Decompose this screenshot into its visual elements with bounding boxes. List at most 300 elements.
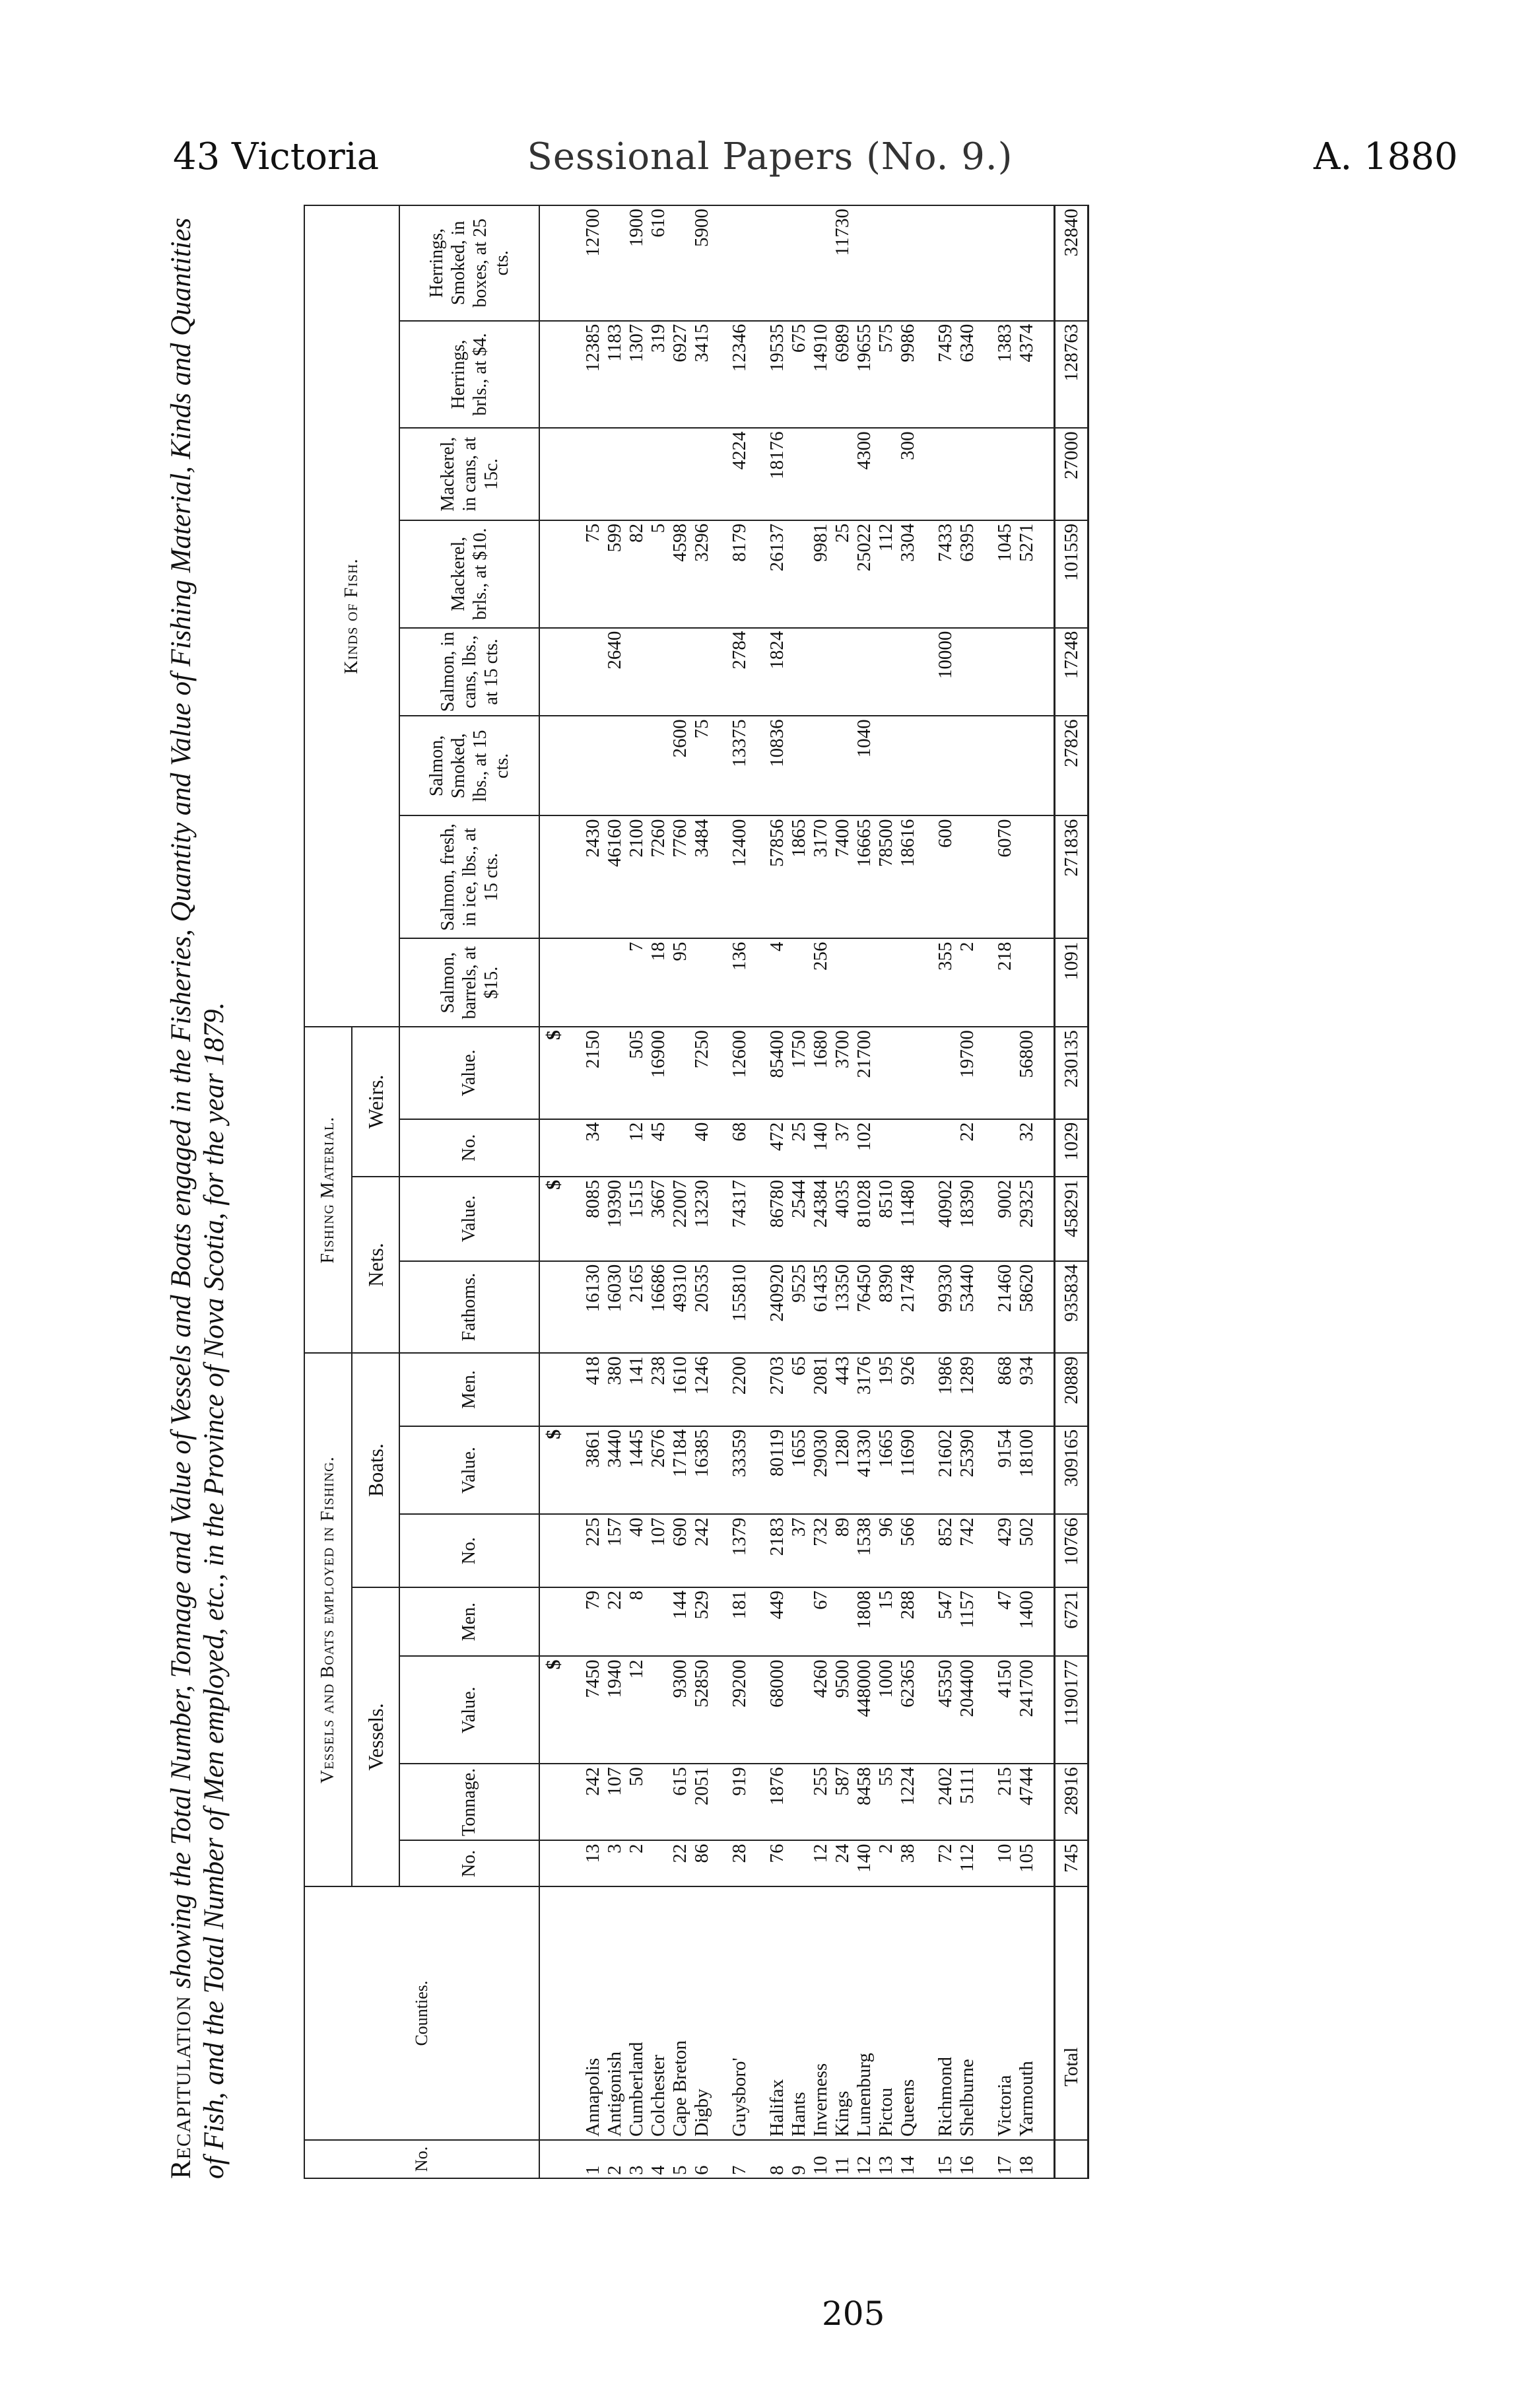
herrings-smoked: 11730 — [832, 205, 854, 321]
mackerel-barrels: 5271 — [1016, 520, 1038, 628]
salmon-cans — [788, 628, 810, 716]
vessels-value: 9300 — [669, 1656, 691, 1764]
vessels-men — [788, 1587, 810, 1657]
vessels-value: 4150 — [994, 1656, 1016, 1764]
vessels-men: 67 — [810, 1587, 832, 1657]
boats-men: 926 — [897, 1353, 919, 1426]
county-name: Digby — [691, 1886, 713, 2140]
salmon-smoked — [810, 716, 832, 815]
weirs-no: 140 — [810, 1119, 832, 1177]
boats-no: 37 — [788, 1514, 810, 1587]
weirs-value: 19700 — [956, 1027, 978, 1119]
herrings-smoked — [788, 205, 810, 321]
vessels-tonnage: 242 — [582, 1764, 604, 1840]
salmon-smoked: 2600 — [669, 716, 691, 815]
boats-no: 1538 — [854, 1514, 875, 1587]
nets-fathoms: 16686 — [648, 1261, 669, 1354]
table-row — [832, 205, 854, 2178]
county-name: Yarmouth — [1016, 1886, 1038, 2140]
total-boats-value: 309165 — [1055, 1426, 1088, 1515]
boats-value: 1280 — [832, 1426, 854, 1515]
boats-no: 225 — [582, 1514, 604, 1587]
nets-fathoms: 99330 — [935, 1261, 956, 1354]
vessels-tonnage: 107 — [604, 1764, 626, 1840]
salmon-fresh: 3170 — [810, 815, 832, 938]
mackerel-cans — [994, 428, 1016, 520]
mackerel-cans: 4300 — [854, 428, 875, 520]
vessels-value: 241700 — [1016, 1656, 1038, 1764]
nets-value-header: Value. — [399, 1177, 539, 1261]
weirs-value-header: Value. — [399, 1027, 539, 1119]
row-no: 7 — [729, 2140, 751, 2178]
herrings-smoked: 1900 — [626, 205, 648, 321]
vessels-no: 28 — [729, 1840, 751, 1886]
herrings-smoked — [729, 205, 751, 321]
total-herrings-smoked: 32840 — [1055, 205, 1088, 321]
boats-men: 2081 — [810, 1353, 832, 1426]
boats-men-header: Men. — [399, 1353, 539, 1426]
county-name: Colchester — [648, 1886, 669, 2140]
boats-value-header: Value. — [399, 1426, 539, 1515]
mackerel-cans — [582, 428, 604, 520]
salmon-fresh — [1016, 815, 1038, 938]
weirs-no: 25 — [788, 1119, 810, 1177]
vessels-value: 62365 — [897, 1656, 919, 1764]
units-row — [539, 205, 566, 2178]
salmon-smoked — [1016, 716, 1038, 815]
weirs-no: 22 — [956, 1119, 978, 1177]
vessels-men: 1808 — [854, 1587, 875, 1657]
total-mackerel-cans: 27000 — [1055, 428, 1088, 520]
total-salmon-fresh: 271836 — [1055, 815, 1088, 938]
table-row — [766, 205, 788, 2178]
vessels-tonnage: 2402 — [935, 1764, 956, 1840]
boats-no: 732 — [810, 1514, 832, 1587]
county-name: Kings — [832, 1886, 854, 2140]
nets-fathoms: 13350 — [832, 1261, 854, 1354]
table-row — [810, 205, 832, 2178]
row-no: 11 — [832, 2140, 854, 2178]
salmon-fresh: 2430 — [582, 815, 604, 938]
boats-no: 690 — [669, 1514, 691, 1587]
vessels-men: 47 — [994, 1587, 1016, 1657]
salmon-smoked — [935, 716, 956, 815]
boats-value: 3440 — [604, 1426, 626, 1515]
county-name: Richmond — [935, 1886, 956, 2140]
mackerel-cans — [691, 428, 713, 520]
total-vessels-value: 1190177 — [1055, 1656, 1088, 1764]
mackerel-barrels — [788, 520, 810, 628]
mackerel-cans: 4224 — [729, 428, 751, 520]
vessels-value: 204400 — [956, 1656, 978, 1764]
vessels-value: 45350 — [935, 1656, 956, 1764]
vessels-no: 112 — [956, 1840, 978, 1886]
county-name: Shelburne — [956, 1886, 978, 2140]
salmon-smoked-header: Salmon, Smoked, lbs., at 15 cts. — [399, 716, 539, 815]
nets-fathoms: 61435 — [810, 1261, 832, 1354]
county-name: Antigonish — [604, 1886, 626, 2140]
salmon-smoked — [626, 716, 648, 815]
vessels-value: 68000 — [766, 1656, 788, 1764]
mackerel-barrels: 112 — [875, 520, 897, 628]
total-herrings-barrels: 128763 — [1055, 321, 1088, 429]
herrings-smoked — [766, 205, 788, 321]
salmon-barrels: 95 — [669, 938, 691, 1027]
vessels-value — [788, 1656, 810, 1764]
weirs-no: 37 — [832, 1119, 854, 1177]
vessels-no: 86 — [691, 1840, 713, 1886]
nets-value: 8085 — [582, 1177, 604, 1261]
nets-fathoms: 21460 — [994, 1261, 1016, 1354]
salmon-smoked — [875, 716, 897, 815]
boats-value-unit: $ — [539, 1426, 566, 1515]
total-nets-value: 458291 — [1055, 1177, 1088, 1261]
boats-men: 2703 — [766, 1353, 788, 1426]
salmon-smoked — [897, 716, 919, 815]
caption-text: showing the Total Number, Tonnage and Value of Vessels and Boats engaged in the Fisheries, Quantity and Value of Fishing Material, Kinds and Quantities of Fish, and the Total Number of Men employed, etc., in the Province of Nova Scotia, for the year 1879. — [166, 217, 230, 2179]
boats-no: 96 — [875, 1514, 897, 1587]
mackerel-barrels: 5 — [648, 520, 669, 628]
vessels-value: 1000 — [875, 1656, 897, 1764]
kinds-of-fish-header: Kinds of Fish. — [304, 205, 399, 1027]
weirs-value-unit: $ — [539, 1027, 566, 1119]
vessels-no: 12 — [810, 1840, 832, 1886]
row-no: 12 — [854, 2140, 875, 2178]
nets-value: 19390 — [604, 1177, 626, 1261]
county-name: Victoria — [994, 1886, 1016, 2140]
boats-value: 41330 — [854, 1426, 875, 1515]
vessels-tonnage: 50 — [626, 1764, 648, 1840]
weirs-no — [935, 1119, 956, 1177]
salmon-cans — [626, 628, 648, 716]
row-no: 9 — [788, 2140, 810, 2178]
nets-fathoms: 58620 — [1016, 1261, 1038, 1354]
weirs-value — [994, 1027, 1016, 1119]
weirs-no: 102 — [854, 1119, 875, 1177]
boats-value: 2676 — [648, 1426, 669, 1515]
total-weirs-value: 230135 — [1055, 1027, 1088, 1119]
mackerel-barrels: 82 — [626, 520, 648, 628]
boats-men: 418 — [582, 1353, 604, 1426]
vessels-value: 448000 — [854, 1656, 875, 1764]
salmon-fresh: 7260 — [648, 815, 669, 938]
vessels-men: 529 — [691, 1587, 713, 1657]
total-label: Total — [1055, 1886, 1088, 2140]
salmon-smoked — [582, 716, 604, 815]
salmon-fresh: 7760 — [669, 815, 691, 938]
salmon-barrels — [897, 938, 919, 1027]
table-row — [729, 205, 751, 2178]
nets-fathoms: 155810 — [729, 1261, 751, 1354]
nets-value: 86780 — [766, 1177, 788, 1261]
salmon-cans-header: Salmon, in cans, lbs., at 15 cts. — [399, 628, 539, 716]
spacer-row — [1038, 205, 1055, 2178]
table-caption — [165, 205, 231, 2179]
row-no: 10 — [810, 2140, 832, 2178]
vessels-value-header: Value. — [399, 1656, 539, 1764]
herrings-barrels: 3415 — [691, 321, 713, 429]
vessels-tonnage: 215 — [994, 1764, 1016, 1840]
county-name: Pictou — [875, 1886, 897, 2140]
county-name: Inverness — [810, 1886, 832, 2140]
herrings-barrels: 4374 — [1016, 321, 1038, 429]
weirs-no: 45 — [648, 1119, 669, 1177]
vessels-tonnage: 5111 — [956, 1764, 978, 1840]
total-vessels-no: 745 — [1055, 1840, 1088, 1886]
table-row — [626, 205, 648, 2178]
salmon-fresh: 6070 — [994, 815, 1016, 938]
boats-value: 3861 — [582, 1426, 604, 1515]
weirs-no: 32 — [1016, 1119, 1038, 1177]
nets-value: 74317 — [729, 1177, 751, 1261]
nets-value-unit: $ — [539, 1177, 566, 1261]
boats-men: 195 — [875, 1353, 897, 1426]
row-no: 6 — [691, 2140, 713, 2178]
salmon-cans — [994, 628, 1016, 716]
mackerel-barrels: 9981 — [810, 520, 832, 628]
herrings-barrels: 1183 — [604, 321, 626, 429]
salmon-cans — [897, 628, 919, 716]
vessels-tonnage: 255 — [810, 1764, 832, 1840]
county-name: Hants — [788, 1886, 810, 2140]
weirs-no-header: No. — [399, 1119, 539, 1177]
boats-value: 11690 — [897, 1426, 919, 1515]
mackerel-barrels: 599 — [604, 520, 626, 628]
county-name: Queens — [897, 1886, 919, 2140]
vessels-men: 449 — [766, 1587, 788, 1657]
table-row — [788, 205, 810, 2178]
total-salmon-smoked: 27826 — [1055, 716, 1088, 815]
herrings-smoked — [897, 205, 919, 321]
vessels-men-header: Men. — [399, 1587, 539, 1657]
table-row — [648, 205, 669, 2178]
mackerel-barrels: 25 — [832, 520, 854, 628]
weirs-value: 56800 — [1016, 1027, 1038, 1119]
row-no: 14 — [897, 2140, 919, 2178]
weirs-value — [935, 1027, 956, 1119]
weirs-value: 1680 — [810, 1027, 832, 1119]
mackerel-cans — [604, 428, 626, 520]
spacer-row — [919, 205, 935, 2178]
table-row — [897, 205, 919, 2178]
table-row — [669, 205, 691, 2178]
boats-men: 2200 — [729, 1353, 751, 1426]
vessels-men: 181 — [729, 1587, 751, 1657]
row-no: 18 — [1016, 2140, 1038, 2178]
vessels-no: 2 — [626, 1840, 648, 1886]
boats-value: 29030 — [810, 1426, 832, 1515]
weirs-value — [604, 1027, 626, 1119]
boats-value: 17184 — [669, 1426, 691, 1515]
table-row — [875, 205, 897, 2178]
nets-value: 29325 — [1016, 1177, 1038, 1261]
table-row — [994, 205, 1016, 2178]
vessels-men — [832, 1587, 854, 1657]
vessels-no: 13 — [582, 1840, 604, 1886]
county-name: Guysboro' — [729, 1886, 751, 2140]
herrings-smoked: 5900 — [691, 205, 713, 321]
nets-value: 1515 — [626, 1177, 648, 1261]
herrings-barrels: 319 — [648, 321, 669, 429]
boats-men: 3176 — [854, 1353, 875, 1426]
table-row — [935, 205, 956, 2178]
salmon-fresh: 18616 — [897, 815, 919, 938]
weirs-value: 3700 — [832, 1027, 854, 1119]
nets-value: 8510 — [875, 1177, 897, 1261]
mackerel-barrels: 7433 — [935, 520, 956, 628]
salmon-fresh: 7400 — [832, 815, 854, 938]
boats-no: 242 — [691, 1514, 713, 1587]
header-year: A. 1880 — [1314, 135, 1458, 178]
herrings-smoked — [669, 205, 691, 321]
vessels-no: 2 — [875, 1840, 897, 1886]
herrings-barrels: 1383 — [994, 321, 1016, 429]
salmon-smoked — [604, 716, 626, 815]
boats-value: 16385 — [691, 1426, 713, 1515]
salmon-fresh: 1865 — [788, 815, 810, 938]
vessels-no: 38 — [897, 1840, 919, 1886]
vessels-value: 4260 — [810, 1656, 832, 1764]
herrings-smoked — [935, 205, 956, 321]
vessels-men: 1157 — [956, 1587, 978, 1657]
boats-value: 80119 — [766, 1426, 788, 1515]
herrings-barrels: 6927 — [669, 321, 691, 429]
recapitulation-table — [304, 205, 1089, 2179]
nets-header: Nets. — [352, 1177, 399, 1353]
vessels-no: 10 — [994, 1840, 1016, 1886]
herrings-smoked — [810, 205, 832, 321]
vessels-tonnage: 2051 — [691, 1764, 713, 1840]
header-session: 43 Victoria — [173, 135, 380, 178]
salmon-barrels: 256 — [810, 938, 832, 1027]
mackerel-barrels: 3304 — [897, 520, 919, 628]
vessels-men: 288 — [897, 1587, 919, 1657]
weirs-value: 12600 — [729, 1027, 751, 1119]
vessels-men — [648, 1587, 669, 1657]
boats-no: 566 — [897, 1514, 919, 1587]
salmon-cans — [669, 628, 691, 716]
weirs-no — [669, 1119, 691, 1177]
weirs-no: 34 — [582, 1119, 604, 1177]
vessels-no-header: No. — [399, 1840, 539, 1886]
boats-men: 443 — [832, 1353, 854, 1426]
boats-value: 9154 — [994, 1426, 1016, 1515]
herrings-barrels: 14910 — [810, 321, 832, 429]
vessels-value: 7450 — [582, 1656, 604, 1764]
fishing-material-header: Fishing Material. — [304, 1027, 352, 1353]
nets-value: 24384 — [810, 1177, 832, 1261]
salmon-fresh: 16665 — [854, 815, 875, 938]
salmon-cans — [956, 628, 978, 716]
weirs-no — [875, 1119, 897, 1177]
weirs-no — [897, 1119, 919, 1177]
weirs-no: 68 — [729, 1119, 751, 1177]
mackerel-barrels: 3296 — [691, 520, 713, 628]
total-vessels-men: 6721 — [1055, 1587, 1088, 1657]
salmon-cans — [810, 628, 832, 716]
mackerel-cans: 300 — [897, 428, 919, 520]
nets-fathoms: 16130 — [582, 1261, 604, 1354]
county-name: Lunenburg — [854, 1886, 875, 2140]
nets-fathoms: 16030 — [604, 1261, 626, 1354]
herrings-barrels: 12346 — [729, 321, 751, 429]
boats-value: 25390 — [956, 1426, 978, 1515]
vessels-tonnage: 8458 — [854, 1764, 875, 1840]
nets-value: 2544 — [788, 1177, 810, 1261]
mackerel-cans — [832, 428, 854, 520]
vessels-value: 29200 — [729, 1656, 751, 1764]
weirs-value: 85400 — [766, 1027, 788, 1119]
herrings-smoked — [994, 205, 1016, 321]
row-no: 3 — [626, 2140, 648, 2178]
vessels-header: Vessels. — [352, 1587, 399, 1886]
total-mackerel-barrels: 101559 — [1055, 520, 1088, 628]
salmon-cans — [854, 628, 875, 716]
total-boats-no: 10766 — [1055, 1514, 1088, 1587]
total-salmon-cans: 17248 — [1055, 628, 1088, 716]
row-no: 16 — [956, 2140, 978, 2178]
vessels-no: 76 — [766, 1840, 788, 1886]
nets-value: 81028 — [854, 1177, 875, 1261]
mackerel-cans — [648, 428, 669, 520]
boats-value: 1665 — [875, 1426, 897, 1515]
weirs-value: 2150 — [582, 1027, 604, 1119]
row-no: 17 — [994, 2140, 1016, 2178]
vessels-no: 3 — [604, 1840, 626, 1886]
salmon-barrels — [832, 938, 854, 1027]
weirs-no — [604, 1119, 626, 1177]
salmon-cans: 1824 — [766, 628, 788, 716]
salmon-barrels: 218 — [994, 938, 1016, 1027]
salmon-fresh — [956, 815, 978, 938]
salmon-cans — [875, 628, 897, 716]
vessels-tonnage: 55 — [875, 1764, 897, 1840]
salmon-smoked: 13375 — [729, 716, 751, 815]
vessels-boats-header: Vessels and Boats employed in Fishing. — [304, 1353, 352, 1886]
herrings-smoked — [875, 205, 897, 321]
vessels-no: 105 — [1016, 1840, 1038, 1886]
vessels-men: 79 — [582, 1587, 604, 1657]
weirs-no: 12 — [626, 1119, 648, 1177]
mackerel-barrels: 26137 — [766, 520, 788, 628]
weirs-value — [875, 1027, 897, 1119]
herrings-barrels: 6989 — [832, 321, 854, 429]
vessels-tonnage: 919 — [729, 1764, 751, 1840]
nets-fathoms: 53440 — [956, 1261, 978, 1354]
nets-value: 18390 — [956, 1177, 978, 1261]
nets-value: 40902 — [935, 1177, 956, 1261]
herrings-smoked-header: Herrings, Smoked, in boxes, at 25 cts. — [399, 205, 539, 321]
herrings-smoked — [604, 205, 626, 321]
herrings-barrels: 675 — [788, 321, 810, 429]
weirs-value: 7250 — [691, 1027, 713, 1119]
boats-no: 502 — [1016, 1514, 1038, 1587]
salmon-barrels: 18 — [648, 938, 669, 1027]
boats-men: 1289 — [956, 1353, 978, 1426]
herrings-barrels: 575 — [875, 321, 897, 429]
boats-men: 380 — [604, 1353, 626, 1426]
weirs-no — [994, 1119, 1016, 1177]
boats-men: 934 — [1016, 1353, 1038, 1426]
herrings-barrels: 6340 — [956, 321, 978, 429]
weirs-no: 472 — [766, 1119, 788, 1177]
county-name: Halifax — [766, 1886, 788, 2140]
boats-value: 1445 — [626, 1426, 648, 1515]
boats-no: 157 — [604, 1514, 626, 1587]
salmon-fresh: 57856 — [766, 815, 788, 938]
salmon-cans: 2640 — [604, 628, 626, 716]
nets-fathoms-header: Fathoms. — [399, 1261, 539, 1354]
